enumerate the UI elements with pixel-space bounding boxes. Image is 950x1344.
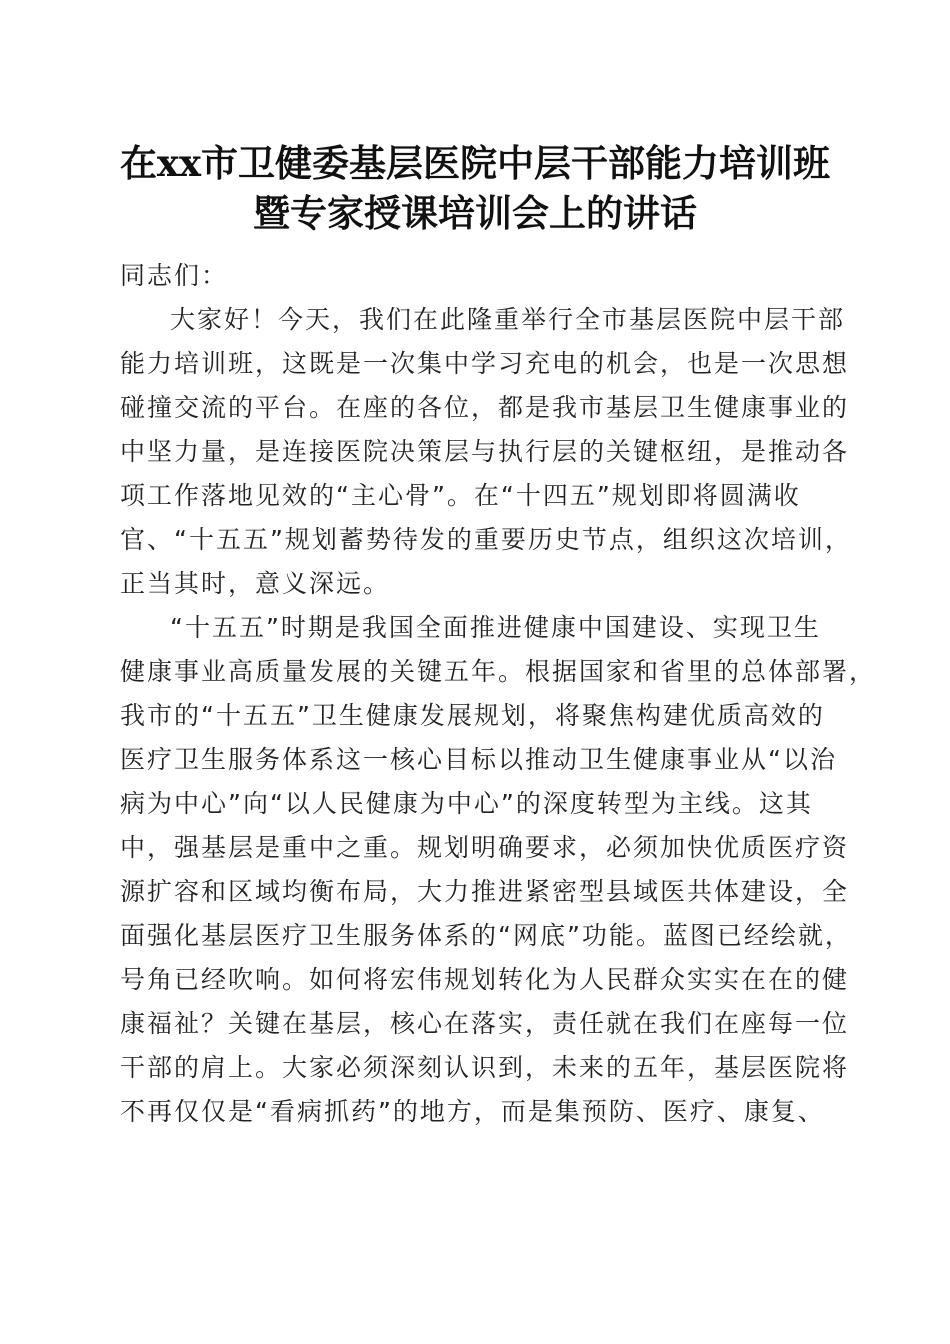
paragraph-line: 中坚力量，是连接医院决策层与执行层的关键枢纽，是推动各 — [120, 437, 850, 466]
document-title — [80, 138, 870, 238]
title-line-2: 暨专家授课培训会上的讲话 — [253, 191, 697, 235]
paragraph-line: 源扩容和区域均衡布局，大力推进紧密型县域医共体建设，全 — [120, 877, 850, 906]
paragraph-line: 医疗卫生服务体系这一核心目标以推动卫生健康事业从“以治 — [120, 745, 837, 774]
paragraph-line: 碰撞交流的平台。在座的各位，都是我市基层卫生健康事业的 — [120, 393, 850, 422]
paragraph-line: 正当其时，意义深远。 — [120, 569, 391, 598]
paragraph-line: 我市的“十五五”卫生健康发展规划，将聚焦构建优质高效的 — [120, 701, 825, 730]
document-body — [120, 253, 877, 1134]
paragraph-line: 官、“十五五”规划蓄势待发的重要历史节点，组织这次培训， — [120, 525, 852, 554]
paragraph-line: 大家好！今天，我们在此隆重举行全市基层医院中层干部 — [170, 305, 846, 334]
paragraph-line: 病为中心”向“以人民健康为中心”的深度转型为主线。这其 — [120, 789, 813, 818]
paragraph-line: 面强化基层医疗卫生服务体系的“网底”功能。蓝图已经绘就， — [120, 921, 852, 950]
paragraph-line: “十五五”时期是我国全面推进健康中国建设、实现卫生 — [170, 613, 821, 642]
salutation: 同志们： — [120, 261, 229, 290]
paragraph-line: 号角已经吹响。如何将宏伟规划转化为人民群众实实在在的健 — [120, 965, 850, 994]
paragraph-line: 不再仅仅是“看病抓药”的地方，而是集预防、医疗、康复、 — [120, 1097, 825, 1126]
title-line-1: 在xx市卫健委基层医院中层干部能力培训班 — [119, 141, 831, 185]
paragraph-line: 中，强基层是重中之重。规划明确要求，必须加快优质医疗资 — [120, 833, 850, 862]
paragraph-line: 项工作落地见效的“主心骨”。在“十四五”规划即将圆满收 — [120, 481, 801, 510]
paragraph-1 — [120, 298, 852, 606]
paragraph-line: 干部的肩上。大家必须深刻认识到，未来的五年，基层医院将 — [120, 1053, 850, 1082]
paragraph-line: 康福祉？关键在基层，核心在落实，责任就在我们在座每一位 — [120, 1009, 850, 1038]
paragraph-2 — [120, 606, 877, 1134]
paragraph-line: 能力培训班，这既是一次集中学习充电的机会，也是一次思想 — [120, 349, 850, 378]
paragraph-line: 健康事业高质量发展的关键五年。根据国家和省里的总体部署， — [120, 657, 877, 686]
